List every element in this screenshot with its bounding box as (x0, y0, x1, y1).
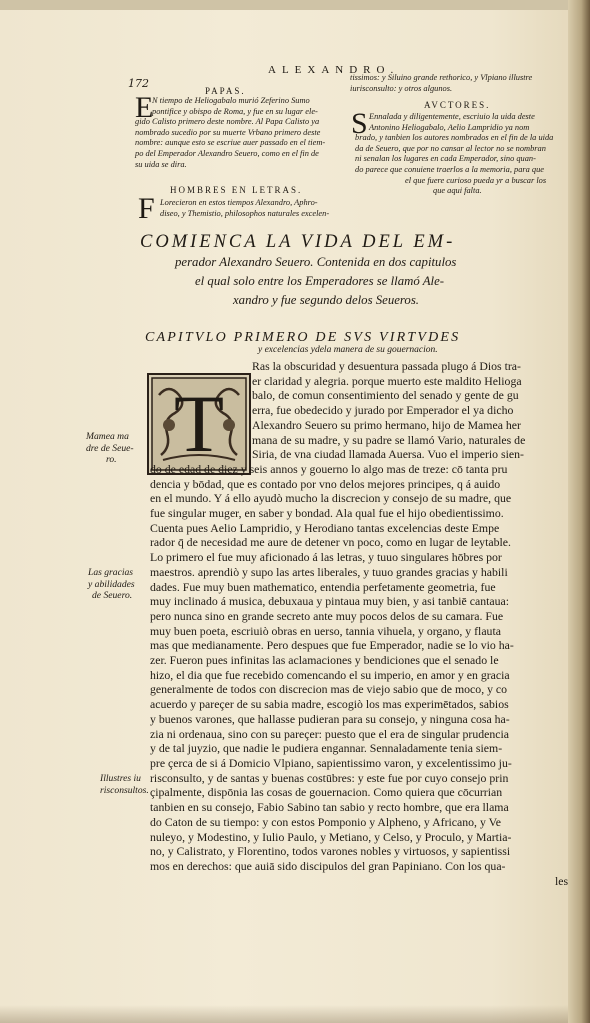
margin-line: risconsultos. (100, 784, 149, 796)
heading-papas: PAPAS. (205, 86, 246, 96)
drop-cap-letter: T (173, 378, 225, 469)
body-line: pre çerca de si á Domicio Vlpiano, sapientissimo varon, y excelentissimo ju- (150, 755, 512, 770)
book-gutter (568, 0, 590, 1023)
body-line: mana de su madre, y su padre se llamó Vario, naturales de (252, 432, 526, 447)
right-top-paragraph (350, 73, 532, 94)
body-line: rador q̄ de necesidad me aure de detener vn poco, como en lugar de leytable. (150, 535, 511, 550)
margin-note-gracias (88, 567, 135, 602)
body-line: Alexandro Seuero su primo hermano, hijo de Mamea her (252, 417, 521, 432)
hombres-paragraph (160, 198, 329, 219)
title-line: perador Alexandro Seuero. Contenida en dos capitulos (175, 255, 457, 269)
main-text (150, 359, 570, 888)
margin-line: Illustres iu (100, 773, 141, 784)
body-line: Lo primero el fue muy aficionado á las letras, y tuuo singulares hōbres por (150, 550, 502, 565)
page-top-edge (0, 0, 578, 10)
body-line: er claridad y alegria. porque muerto este maldito Helioga (252, 373, 522, 388)
title-line: el qual solo entre los Emperadores se llamó Ale- (195, 274, 445, 288)
papas-paragraph (135, 96, 326, 170)
page-bottom-shade (0, 1005, 578, 1023)
body-line: en el mundo. Y á ello ayudò mucho la discrecion y consejo de su madre, que (150, 491, 512, 506)
text-line: Antonino Heliogabalo, Aelio Lampridio ya nom (369, 122, 530, 132)
text-line: el que fuere curioso pueda yr a buscar los (405, 175, 547, 185)
body-line: dencia y bōdad, que es contado por vno delos mejores principes, q á auido (150, 476, 501, 491)
margin-line: Mamea ma (86, 431, 129, 442)
text-line: Ennalada y diligentemente, escriuio la uida deste (369, 112, 535, 121)
text-line: pontifice y obispo de Roma, y fue en su lugar ele- (152, 106, 318, 116)
running-head: ALEXANDRO. (268, 64, 400, 76)
body-line: Cuenta pues Aelio Lampridio, y Herodiano tantas excelencias deste Empe (150, 520, 500, 535)
text-line: diseo, y Themistio, philosophos naturales excelen- (160, 208, 330, 218)
body-line: muy inclinado á musica, debuxaua y pintaua muy bien, y asi tanbiē cantaua: (150, 594, 510, 609)
page-number: 172 (128, 77, 149, 90)
text-line: po del Emperador Alexandro Seuero, como en el fin de (135, 148, 319, 158)
margin-note-mamea (86, 431, 134, 466)
body-line: no, y Calistrato, y Florentino, todos varones nobles y virtuosos, y sapientissi (150, 844, 511, 859)
body-line: pero nunca sino en grande secreto ante muy pocos delos de su camara. Fue (150, 608, 504, 623)
text-line: que aqui falta. (433, 186, 482, 196)
drop-cap-e: E (135, 91, 154, 124)
text-line: do parece que conuiene traerlos a la memoria, para que (355, 164, 545, 174)
title-continuation (175, 253, 456, 310)
text-line: su uida se dira. (135, 159, 187, 169)
body-line: zia ni ordenaua, sino con su pareçer: puesto que el era de singular prudencia (150, 726, 510, 741)
body-line: Siria, de vna ciudad llamada Auersa. Vuo el imperio sien- (252, 447, 524, 462)
body-line: zer. Fueron pues infinitas las aclamaciones y bendiciones que el senado le (150, 653, 499, 668)
chapter-heading: CAPITVLO PRIMERO DE SVS VIRTVDES (145, 330, 461, 345)
body-line: Ras la obscuridad y desuentura passada plugo á Dios tra- (252, 359, 521, 373)
body-line: mos en derechos: que auiā sido discipulos del gran Papiniano. Con los qua- (150, 858, 506, 873)
margin-line: dre de Seue- (86, 442, 134, 454)
text-line: nombre: aunque esto se escriue auer passado en el tiem- (135, 138, 326, 148)
body-line: erra, fue obedecido y jurado por Emperador el ya dicho (252, 403, 514, 418)
margin-line: ro. (106, 454, 117, 465)
autores-paragraph (355, 112, 554, 197)
body-line: nuleyo, y Modestino, y Iulio Paulo, y Metiano, y Celso, y Proculo, y Martia- (150, 829, 512, 844)
body-line: fue singular muger, en saber y bondad. Ala qual fue el hijo obedientissimo. (150, 506, 504, 521)
body-line: do de edad de diez y seis annos y gouerno lo algo mas de treze: cō tanta pru (150, 461, 508, 476)
body-line: risconsulto, y de santas y buenas costūbres: y este fue por cuyo consejo prin (150, 770, 509, 785)
drop-cap-f: F (138, 192, 155, 225)
body-line: çipalmente, dispōnia las cosas de gouernacion. Como quiera que cōcurrian (150, 785, 503, 800)
body-line: generalmente de todos con discrecion mas de viejo sabio que de moco, y co (150, 682, 508, 697)
body-line: y de tal juyzio, que nadie le pudiera engannar. Sennaladamente tenia siem- (150, 741, 503, 756)
chapter-title: COMIENCA LA VIDA DEL EM- (140, 232, 456, 252)
body-line: maestros. aprendiò y supo las artes liberales, y tuuo grandes gracias y habili (150, 564, 508, 579)
text-line: da de Seuero, que por no cansar al lector no se nombran (355, 143, 546, 153)
text-line: Lorecieron en estos tiempos Alexandro, Aphro- (160, 198, 318, 207)
margin-line: Las gracias (88, 567, 134, 578)
text-line: gido Calisto primero deste nombre. Al Papa Calisto ya (135, 117, 320, 127)
text-line: brado, y tanbien los autores nombrados en el fin de la uida (355, 133, 554, 143)
body-line: y buenos varones, que hallasse pudieran para su consejo, y ninguna cosa ha- (150, 711, 510, 726)
chapter-subheading: y excelencias ydela manera de su gouernacion. (258, 345, 438, 355)
margin-line: de Seuero. (92, 590, 133, 601)
catchword: les (555, 873, 569, 888)
margin-line: y abilidades (88, 578, 135, 590)
title-line: xandro y fue segundo delos Seueros. (233, 293, 419, 307)
text-line: iurisconsulto: y otros algunos. (350, 83, 453, 93)
body-line: hizo, el dia que fue recebido comencando el su imperio, en amor y en gracia (150, 667, 510, 682)
text-line: nombrado sucedio por su muerte Vrbano primero deste (135, 127, 321, 137)
text-line: N tiempo de Heliogabalo murió Zeferino Sumo (152, 96, 310, 105)
body-line: dades. Fue muy buen mathematico, entendia perfetamente geometria, fue (150, 579, 496, 594)
body-line: mas que medianamente. Pero despues que fue Emperador, nadie se lo vio ha- (150, 638, 514, 653)
heading-autores: AVCTORES. (424, 100, 491, 110)
body-line: do Caton de su tiempo: y con estos Pomponio y Alpheno, y Africano, y Ve (150, 814, 502, 829)
text-line: ni senalan los lugares en cada Emperador, sino quan- (355, 154, 536, 164)
heading-hombres: HOMBRES EN LETRAS. (170, 185, 303, 195)
body-line: tanbien en su consejo, Fabio Sabino tan sabio y recto hombre, que era llama (150, 800, 509, 815)
body-line: acuerdo y pareçer de su sabia madre, escogiò los mas experimētados, sabios (150, 697, 509, 712)
text-line: tissimos: y Siluino grande rethorico, y Vlpiano illustre (350, 73, 533, 82)
margin-note-illustres (100, 773, 149, 796)
drop-cap-s: S (351, 107, 368, 140)
body-line: balo, de comun consentimiento del senado y gente de gu (252, 388, 519, 403)
body-line: muy buen poeta, escriuiò obras en uerso, tannia vihuela, y organo, y flauta (150, 623, 501, 638)
